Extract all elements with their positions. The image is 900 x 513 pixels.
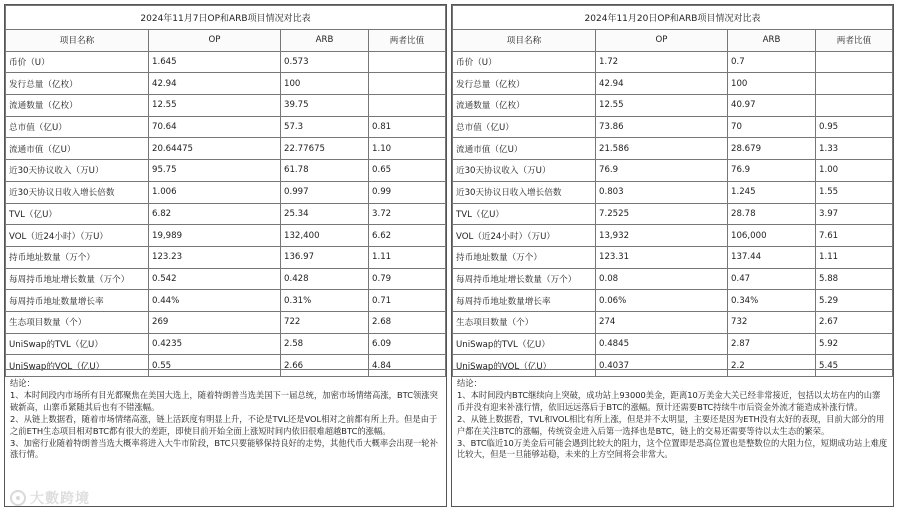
table-row bbox=[6, 333, 446, 355]
cell-ratio: 1.55 bbox=[816, 181, 893, 203]
cell-op: 12.55 bbox=[596, 95, 728, 117]
cell-arb: 106,000 bbox=[728, 225, 816, 247]
cell-ratio: 0.99 bbox=[369, 181, 446, 203]
cell-arb: 70 bbox=[728, 116, 816, 138]
cell-arb: 137.44 bbox=[728, 246, 816, 268]
table-title: 2024年11月20日OP和ARB项目情况对比表 bbox=[453, 6, 893, 30]
cell-op: 19,989 bbox=[149, 225, 281, 247]
cell-project-name: 发行总量（亿枚） bbox=[6, 73, 149, 95]
cell-op: 7.2525 bbox=[596, 203, 728, 225]
table-row bbox=[453, 290, 893, 312]
cell-op: 1.645 bbox=[149, 51, 281, 73]
cell-project-name: 持币地址数量（万个） bbox=[453, 246, 596, 268]
cell-project-name: 近30天协议收入（万U） bbox=[6, 160, 149, 182]
left-conclusion bbox=[5, 369, 446, 506]
cell-project-name: TVL（亿U） bbox=[6, 203, 149, 225]
cell-arb: 61.78 bbox=[281, 160, 369, 182]
cell-op: 70.64 bbox=[149, 116, 281, 138]
table-row bbox=[453, 225, 893, 247]
table-row bbox=[453, 73, 893, 95]
table-row bbox=[6, 138, 446, 160]
cell-arb: 0.7 bbox=[728, 51, 816, 73]
cell-op: 76.9 bbox=[596, 160, 728, 182]
cell-arb: 0.428 bbox=[281, 268, 369, 290]
cell-ratio: 1.00 bbox=[816, 160, 893, 182]
cell-ratio: 6.62 bbox=[369, 225, 446, 247]
cell-op: 42.94 bbox=[149, 73, 281, 95]
cell-arb: 732 bbox=[728, 311, 816, 333]
table-row bbox=[6, 225, 446, 247]
table-row bbox=[453, 311, 893, 333]
header-project-name: 项目名称 bbox=[453, 30, 596, 52]
watermark-text: 大數跨境 bbox=[30, 491, 90, 507]
cell-arb: 1.245 bbox=[728, 181, 816, 203]
cell-project-name: 持币地址数量（万个） bbox=[6, 246, 149, 268]
cell-arb: 39.75 bbox=[281, 95, 369, 117]
cell-op: 12.55 bbox=[149, 95, 281, 117]
cell-ratio: 1.33 bbox=[816, 138, 893, 160]
cell-project-name: 总市值（亿U） bbox=[6, 116, 149, 138]
cell-arb: 136.97 bbox=[281, 246, 369, 268]
right-conclusion bbox=[452, 369, 893, 506]
conclusion-paragraph: 3、BTC临近10万美金后可能会遇到比较大的阻力，这个位置即是恐高位置也是整数位的大阻力位，短期成功站上难度比较大，但是一旦能够站稳，未来的上方空间将会非常大。 bbox=[457, 438, 888, 460]
cell-ratio bbox=[816, 95, 893, 117]
cell-arb: 2.66 bbox=[281, 355, 369, 377]
cell-project-name: 每周持币地址数量增长率 bbox=[453, 290, 596, 312]
header-op: OP bbox=[149, 30, 281, 52]
cell-op: 1.72 bbox=[596, 51, 728, 73]
cell-op: 0.4845 bbox=[596, 333, 728, 355]
cell-project-name: 币价（U） bbox=[453, 51, 596, 73]
table-row bbox=[453, 160, 893, 182]
right-comparison-table bbox=[452, 5, 893, 377]
cell-ratio: 0.81 bbox=[369, 116, 446, 138]
table-row bbox=[6, 73, 446, 95]
cell-op: 0.55 bbox=[149, 355, 281, 377]
cell-arb: 100 bbox=[728, 73, 816, 95]
cell-op: 0.4235 bbox=[149, 333, 281, 355]
table-row bbox=[453, 138, 893, 160]
cell-project-name: 近30天协议日收入增长倍数 bbox=[453, 181, 596, 203]
cell-op: 95.75 bbox=[149, 160, 281, 182]
table-row bbox=[6, 51, 446, 73]
cell-arb: 2.58 bbox=[281, 333, 369, 355]
conclusion-paragraph: 1、本时间段内BTC继续向上突破，成功站上93000美金，距离10万美金大关已经非常接近，包括以太坊在内的山寨币并没有迎来补涨行情，依旧远远落后于BTC的涨幅。预计还需要BTC持续牛市后资金外流才能造成补涨行情。 bbox=[457, 390, 881, 412]
header-ratio: 两者比值 bbox=[816, 30, 893, 52]
cell-arb: 22.77675 bbox=[281, 138, 369, 160]
cell-ratio: 3.97 bbox=[816, 203, 893, 225]
table-row bbox=[6, 290, 446, 312]
watermark bbox=[10, 488, 90, 508]
cell-arb: 0.31% bbox=[281, 290, 369, 312]
cell-project-name: 近30天协议收入（万U） bbox=[453, 160, 596, 182]
cell-ratio: 0.71 bbox=[369, 290, 446, 312]
table-row bbox=[453, 246, 893, 268]
header-op: OP bbox=[596, 30, 728, 52]
cell-op: 1.006 bbox=[149, 181, 281, 203]
cell-op: 20.64475 bbox=[149, 138, 281, 160]
cell-arb: 25.34 bbox=[281, 203, 369, 225]
cell-op: 0.08 bbox=[596, 268, 728, 290]
table-row bbox=[6, 311, 446, 333]
cell-project-name: 总市值（亿U） bbox=[453, 116, 596, 138]
table-row bbox=[453, 51, 893, 73]
cell-project-name: 流通市值（亿U） bbox=[453, 138, 596, 160]
table-row bbox=[453, 181, 893, 203]
table-row bbox=[453, 333, 893, 355]
cell-arb: 0.573 bbox=[281, 51, 369, 73]
table-title: 2024年11月7日OP和ARB项目情况对比表 bbox=[6, 6, 446, 30]
cell-op: 0.44% bbox=[149, 290, 281, 312]
cell-ratio bbox=[816, 73, 893, 95]
cell-project-name: UniSwap的VOL（亿U） bbox=[6, 355, 149, 377]
cell-project-name: VOL（近24小时）（万U） bbox=[6, 225, 149, 247]
cell-arb: 100 bbox=[281, 73, 369, 95]
cell-project-name: 流通数量（亿枚） bbox=[6, 95, 149, 117]
cell-op: 123.31 bbox=[596, 246, 728, 268]
conclusion-paragraph: 1、本时间段内市场所有目光都聚焦在美国大选上，随着特朗普当选美国下一届总统，加密市场情绪高涨，BTC领涨突破新高，山寨币紧随其后也有不错涨幅。 bbox=[10, 390, 438, 412]
table-row bbox=[6, 268, 446, 290]
cell-arb: 40.97 bbox=[728, 95, 816, 117]
cell-op: 274 bbox=[596, 311, 728, 333]
cell-ratio: 1.11 bbox=[369, 246, 446, 268]
cell-ratio: 3.72 bbox=[369, 203, 446, 225]
cell-ratio: 2.68 bbox=[369, 311, 446, 333]
cell-ratio: 1.11 bbox=[816, 246, 893, 268]
cell-ratio: 4.84 bbox=[369, 355, 446, 377]
watermark-logo-icon bbox=[10, 490, 26, 506]
table-row bbox=[6, 246, 446, 268]
cell-arb: 2.87 bbox=[728, 333, 816, 355]
conclusion-heading: 结论： bbox=[10, 378, 35, 388]
left-comparison-table bbox=[5, 5, 446, 377]
cell-project-name: TVL（亿U） bbox=[453, 203, 596, 225]
cell-op: 269 bbox=[149, 311, 281, 333]
cell-project-name: UniSwap的VOL（亿U） bbox=[453, 355, 596, 377]
cell-op: 0.542 bbox=[149, 268, 281, 290]
cell-ratio bbox=[369, 51, 446, 73]
cell-ratio bbox=[369, 73, 446, 95]
table-row bbox=[6, 160, 446, 182]
cell-project-name: VOL（近24小时）（万U） bbox=[453, 225, 596, 247]
conclusion-paragraph: 2、从链上数据看，TVL和VOL相比有所上涨，但是并不太明显，主要还是因为ETH没有太好的表现，目前大部分的用户都在关注BTC的涨幅，传统资金进入后第一选择也是BTC，链上的交易还需要等待以太生态的繁荣。 bbox=[457, 414, 885, 436]
cell-arb: 132,400 bbox=[281, 225, 369, 247]
cell-arb: 0.997 bbox=[281, 181, 369, 203]
cell-project-name: 发行总量（亿枚） bbox=[453, 73, 596, 95]
cell-project-name: 每周持币地址增长数量（万个） bbox=[453, 268, 596, 290]
cell-ratio: 5.92 bbox=[816, 333, 893, 355]
conclusion-paragraph: 2、从链上数据看，随着市场情绪高涨，链上活跃度有明显上升，不论是TVL还是VOL相对之前都有所上升。但是由于之前ETH生态项目相对BTC都有很大的差距，即使目前开始全面上涨短时间内依旧很难超越BTC的涨幅。 bbox=[10, 414, 438, 436]
cell-op: 0.4037 bbox=[596, 355, 728, 377]
header-ratio: 两者比值 bbox=[369, 30, 446, 52]
cell-ratio: 2.67 bbox=[816, 311, 893, 333]
cell-arb: 57.3 bbox=[281, 116, 369, 138]
conclusion-paragraph: 3、加密行业随着特朗普当选大概率将进入大牛市阶段，BTC只要能够保持良好的走势，其他代币大概率会出现一轮补涨行情。 bbox=[10, 438, 438, 460]
header-arb: ARB bbox=[281, 30, 369, 52]
cell-ratio: 5.45 bbox=[816, 355, 893, 377]
cell-op: 6.82 bbox=[149, 203, 281, 225]
cell-op: 21.586 bbox=[596, 138, 728, 160]
table-row bbox=[6, 116, 446, 138]
cell-ratio bbox=[369, 95, 446, 117]
cell-ratio bbox=[816, 51, 893, 73]
cell-ratio: 5.29 bbox=[816, 290, 893, 312]
cell-ratio: 7.61 bbox=[816, 225, 893, 247]
cell-arb: 0.34% bbox=[728, 290, 816, 312]
cell-ratio: 0.95 bbox=[816, 116, 893, 138]
cell-project-name: 流通数量（亿枚） bbox=[453, 95, 596, 117]
header-arb: ARB bbox=[728, 30, 816, 52]
cell-op: 0.803 bbox=[596, 181, 728, 203]
cell-ratio: 0.65 bbox=[369, 160, 446, 182]
cell-arb: 76.9 bbox=[728, 160, 816, 182]
cell-arb: 28.78 bbox=[728, 203, 816, 225]
table-row bbox=[6, 203, 446, 225]
table-row bbox=[453, 116, 893, 138]
cell-op: 0.06% bbox=[596, 290, 728, 312]
cell-arb: 0.47 bbox=[728, 268, 816, 290]
cell-ratio: 6.09 bbox=[369, 333, 446, 355]
left-comparison-panel bbox=[4, 4, 447, 507]
cell-op: 73.86 bbox=[596, 116, 728, 138]
cell-project-name: 每周持币地址数量增长率 bbox=[6, 290, 149, 312]
cell-op: 123.23 bbox=[149, 246, 281, 268]
header-project-name: 项目名称 bbox=[6, 30, 149, 52]
cell-project-name: 每周持币地址增长数量（万个） bbox=[6, 268, 149, 290]
cell-arb: 722 bbox=[281, 311, 369, 333]
cell-project-name: UniSwap的TVL（亿U） bbox=[6, 333, 149, 355]
table-row bbox=[453, 268, 893, 290]
table-row bbox=[6, 95, 446, 117]
cell-ratio: 5.88 bbox=[816, 268, 893, 290]
table-row bbox=[453, 95, 893, 117]
cell-arb: 2.2 bbox=[728, 355, 816, 377]
cell-project-name: 币价（U） bbox=[6, 51, 149, 73]
cell-project-name: 流通市值（亿U） bbox=[6, 138, 149, 160]
table-row bbox=[453, 203, 893, 225]
cell-arb: 28.679 bbox=[728, 138, 816, 160]
cell-ratio: 0.79 bbox=[369, 268, 446, 290]
conclusion-heading: 结论： bbox=[457, 378, 482, 388]
cell-op: 42.94 bbox=[596, 73, 728, 95]
right-comparison-panel bbox=[451, 4, 894, 507]
cell-project-name: 生态项目数量（个） bbox=[453, 311, 596, 333]
table-row bbox=[6, 181, 446, 203]
cell-ratio: 1.10 bbox=[369, 138, 446, 160]
cell-project-name: UniSwap的TVL（亿U） bbox=[453, 333, 596, 355]
cell-op: 13,932 bbox=[596, 225, 728, 247]
cell-project-name: 近30天协议日收入增长倍数 bbox=[6, 181, 149, 203]
cell-project-name: 生态项目数量（个） bbox=[6, 311, 149, 333]
